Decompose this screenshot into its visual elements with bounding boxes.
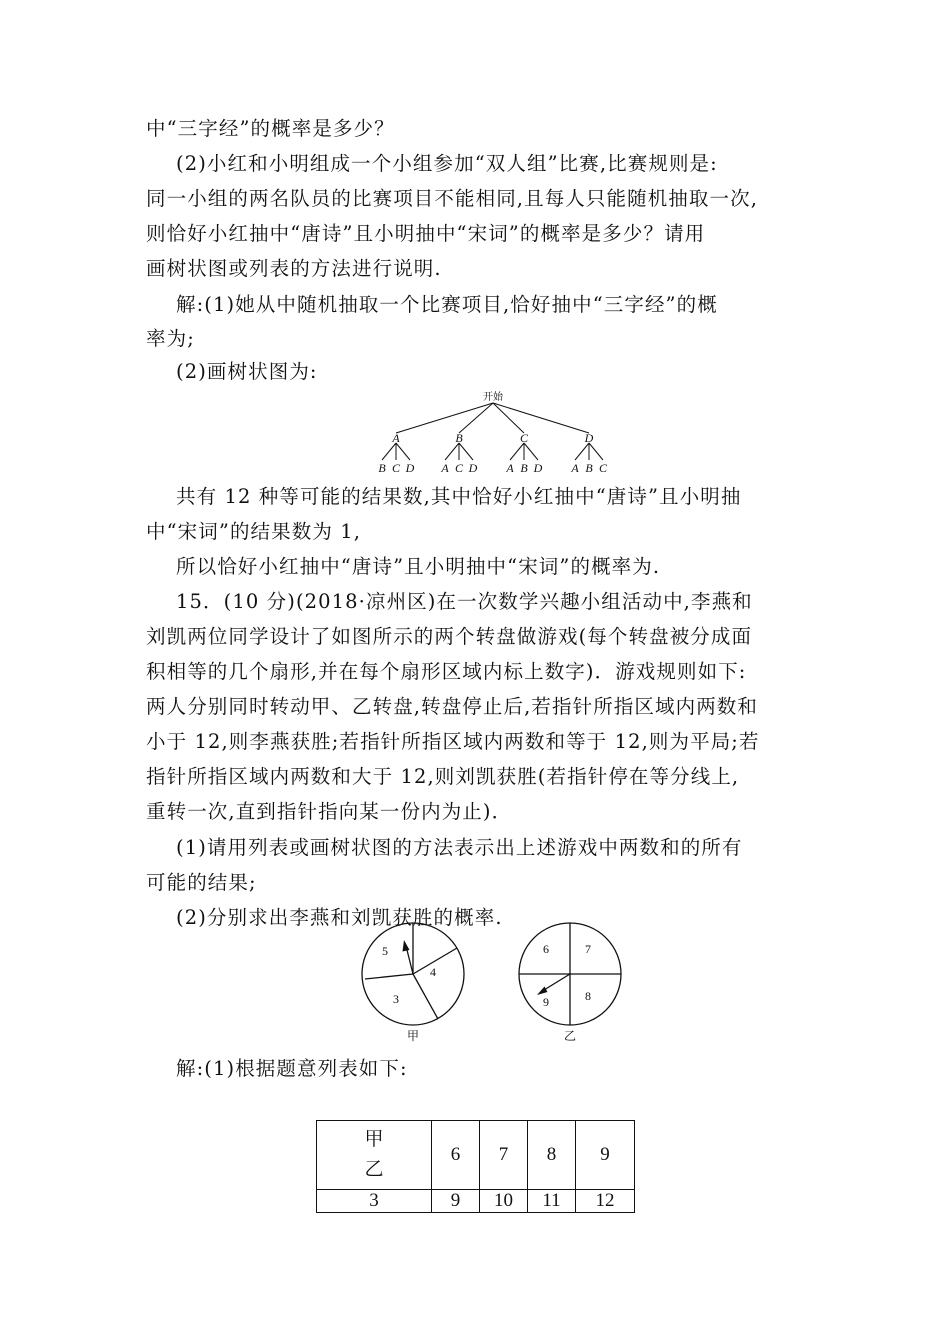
spinner-caption: 乙: [563, 1029, 577, 1043]
table-row-label: 3: [317, 1190, 432, 1213]
tree-leaf: C: [454, 461, 464, 475]
table-header-cell: 6: [432, 1121, 480, 1190]
spinner-jia: [355, 922, 475, 1047]
text-line: 指针所指区域内两数和大于 12,则刘凯获胜(若指针停在等分线上,: [146, 765, 740, 788]
tree-node: B: [455, 431, 463, 445]
tree-node: A: [392, 431, 400, 445]
tree-leaf: A: [506, 461, 514, 475]
table-cell: 12: [576, 1190, 635, 1213]
text-line: 可能的结果;: [146, 871, 257, 894]
text-line: 共有 12 种等可能的结果数,其中恰好小红抽中“唐诗”且小明抽: [176, 485, 742, 508]
table-cell: 10: [480, 1190, 528, 1213]
table-cell: 9: [432, 1190, 480, 1213]
tree-leaf: A: [571, 461, 579, 475]
table-header-cell: 7: [480, 1121, 528, 1190]
text-line: 刘凯两位同学设计了如图所示的两个转盘做游戏(每个转盘被分成面: [146, 625, 753, 648]
text-line: 重转一次,直到指针指向某一份内为止)．: [146, 800, 513, 823]
table-corner-cell: [317, 1121, 432, 1190]
tree-leaf: D: [468, 461, 478, 475]
text-line: 两人分别同时转动甲、乙转盘,转盘停止后,若指针所指区域内两数和: [146, 695, 758, 718]
table-cell: 11: [528, 1190, 576, 1213]
sector-label: 8: [585, 989, 591, 1003]
table-header-row: [317, 1121, 635, 1190]
tree-diagram: [360, 388, 620, 480]
result-table: [316, 1120, 635, 1213]
pointer-arrow-icon: [403, 940, 410, 952]
tree-leaf: B: [520, 461, 528, 475]
text-line: 中“宋词”的结果数为 1,: [146, 520, 362, 543]
sector-label: 4: [430, 965, 436, 979]
sector-label: 5: [382, 944, 388, 958]
text-line: 小于 12,则李燕获胜;若指针所指区域内两数和等于 12,则为平局;若: [146, 730, 760, 753]
table-row: [317, 1190, 635, 1213]
sector-label: 7: [585, 942, 591, 956]
text-line: 率为;: [146, 327, 195, 350]
text-line: (2)分别求出李燕和刘凯获胜的概率.: [176, 906, 503, 929]
tree-leaf: B: [585, 461, 593, 475]
text-line: 画树状图或列表的方法进行说明.: [146, 257, 442, 280]
spinner-caption: 甲: [406, 1029, 420, 1043]
tree-leaf: C: [391, 461, 401, 475]
text-line: 15．(10 分)(2018·凉州区)在一次数学兴趣小组活动中,李燕和: [176, 590, 753, 613]
table-header-cell: 9: [576, 1121, 635, 1190]
tree-leaf: A: [441, 461, 449, 475]
corner-top-label: 甲: [364, 1129, 384, 1150]
sector-label: 3: [393, 992, 399, 1006]
text-line: (2)画树状图为:: [176, 360, 318, 383]
text-line: (2)小红和小明组成一个小组参加“双人组”比赛,比赛规则是:: [176, 152, 718, 175]
spinner-yi: [512, 922, 632, 1047]
tree-leaf: B: [378, 461, 386, 475]
tree-leaf: D: [533, 461, 543, 475]
sector-label: 9: [543, 995, 549, 1009]
text-line: 积相等的几个扇形,并在每个扇形区域内标上数字)．游戏规则如下:: [146, 660, 747, 683]
table-header-cell: 8: [528, 1121, 576, 1190]
tree-root-label: 开始: [483, 392, 503, 403]
text-line: 所以恰好小红抽中“唐诗”且小明抽中“宋词”的概率为.: [176, 555, 661, 578]
sector-label: 6: [543, 942, 549, 956]
text-line: 同一小组的两名队员的比赛项目不能相同,且每人只能随机抽取一次,: [146, 187, 758, 210]
corner-bottom-label: 乙: [364, 1159, 384, 1180]
tree-node: D: [584, 431, 594, 445]
tree-leaf: D: [405, 461, 415, 475]
tree-node: C: [519, 431, 529, 445]
tree-leaf: C: [598, 461, 608, 475]
pointer-arrow-icon: [537, 987, 548, 996]
text-line: 解:(1)她从中随机抽取一个比赛项目,恰好抽中“三字经”的概: [176, 293, 718, 316]
text-line: 则恰好小红抽中“唐诗”且小明抽中“宋词”的概率是多少？请用: [146, 222, 706, 245]
text-line: 中“三字经”的概率是多少？: [146, 117, 395, 140]
text-line: 解:(1)根据题意列表如下:: [176, 1057, 408, 1080]
text-line: (1)请用列表或画树状图的方法表示出上述游戏中两数和的所有: [176, 836, 743, 859]
